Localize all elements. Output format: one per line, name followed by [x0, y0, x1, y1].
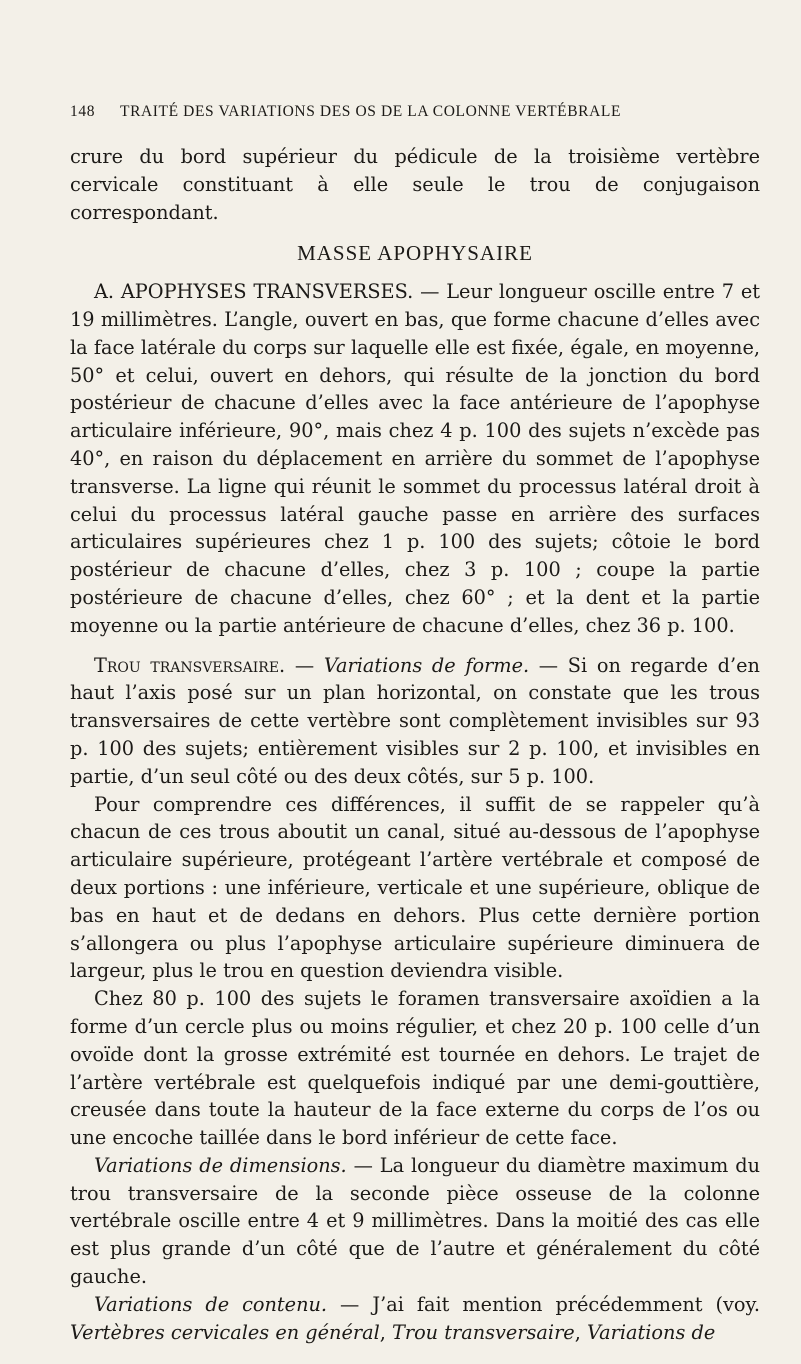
paragraph-body: — Si on regarde d’en haut l’axis posé sur un plan horizontal, on constate que les trous transversaires de cette vertèbre sont complètement invisibles sur 93 p. 100 des sujets; entièrement visibles sur 2 p. 100, et invisibles en partie, d’un seul côté ou des deux côtés, sur 5 p. 100. — [70, 653, 760, 788]
paragraph-body: — La longueur du diamètre maximum du trou transversaire de la seconde pièce osseuse de la colonne vertébrale oscille entre 4 et 9 millimètres. Dans la moitié des cas elle est plus grande d’un côté que de l’autre et généralement du côté gauche. — [70, 1153, 760, 1289]
dash: — — [285, 653, 324, 677]
paragraph-body: — J’ai fait mention précédemment (voy. — [327, 1292, 760, 1316]
separator: , — [574, 1320, 587, 1344]
subsection-lead: Trou transversaire. — [94, 653, 286, 677]
subsection-lead: A. APOPHYSES TRANSVERSES. — [94, 280, 414, 304]
paragraph-dimensions — [70, 1152, 760, 1291]
running-title: TRAITÉ DES VARIATIONS DES OS DE LA COLONNE VERTÉBRALE — [120, 103, 622, 120]
running-header — [70, 103, 760, 127]
paragraph-continuation: crure du bord supérieur du pédicule de la troisième vertèbre cervicale constituant à elle seule le trou de conjugaison correspondant. — [70, 145, 760, 224]
cross-reference: Variations de — [586, 1320, 716, 1344]
italic-heading: Variations de dimensions. — [94, 1153, 347, 1177]
italic-heading: Variations de contenu. — [94, 1292, 328, 1316]
paragraph-forme: Chez 80 p. 100 des sujets le foramen transversaire axoïdien a la forme d’un cercle plus ou moins régulier, et chez 20 p. 100 celle d’un ovoïde dont la grosse extrémité est tournée en dehors. Le trajet de l’artère vertébrale est quelquefois indiqué par une demi-gouttière, creusée dans toute la hauteur de la face externe du corps de l’os ou une encoche taillée dans le bord inférieur de cette face. — [70, 987, 760, 1150]
italic-heading: Variations de forme. — [323, 653, 530, 677]
cross-reference: Vertèbres cervicales en général — [70, 1320, 380, 1344]
paragraph-differences: Pour comprendre ces différences, il suffit de se rappeler qu’à chacun de ces trous aboutit un canal, situé au-dessous de l’apophyse articulaire supérieure, protégeant l’artère vertébrale et composé de deux portions : une inférieure, verticale et une supérieure, oblique de bas en haut et de dedans en dehors. Plus cette dernière portion s’allongera ou plus l’apophyse articulaire supérieure diminuera de largeur, plus le trou en question deviendra visible. — [70, 792, 760, 983]
separator: , — [379, 1320, 392, 1344]
paragraph-trou-transversaire — [70, 652, 760, 791]
paragraph-apophyses-transverses — [70, 278, 760, 639]
paragraph-contenu — [70, 1291, 760, 1347]
page-number: 148 — [70, 103, 96, 120]
section-title: MASSE APOPHYSAIRE — [297, 241, 533, 266]
paragraph-body: — Leur longueur oscille entre 7 et 19 millimètres. L’angle, ouvert en bas, que forme chacune d’elles avec la face latérale du corps sur laquelle elle est fixée, égale, en moyenne, 50° et celui, ouvert en dehors, qui résulte de la jonction du bord postérieur de chacune d’elles avec la face antérieure de l’apophyse articulaire inférieure, 90°, mais chez 4 p. 100 des sujets n’excède pas 40°, en raison du déplacement en arrière du sommet de l’apophyse transverse. La ligne qui réunit le sommet du processus latéral droit à celui du processus latéral gauche passe en arrière des surfaces articulaires supérieures chez 1 p. 100 des sujets; côtoie le bord postérieur de chacune d’elles, chez 3 p. 100 ; coupe la partie postérieure de chacune d’elles, chez 60° ; et la dent et la partie moyenne ou la partie antérieure de chacune d’elles, chez 36 p. 100. — [70, 280, 761, 637]
body-text — [70, 143, 760, 1346]
cross-reference: Trou transversaire — [392, 1320, 575, 1344]
